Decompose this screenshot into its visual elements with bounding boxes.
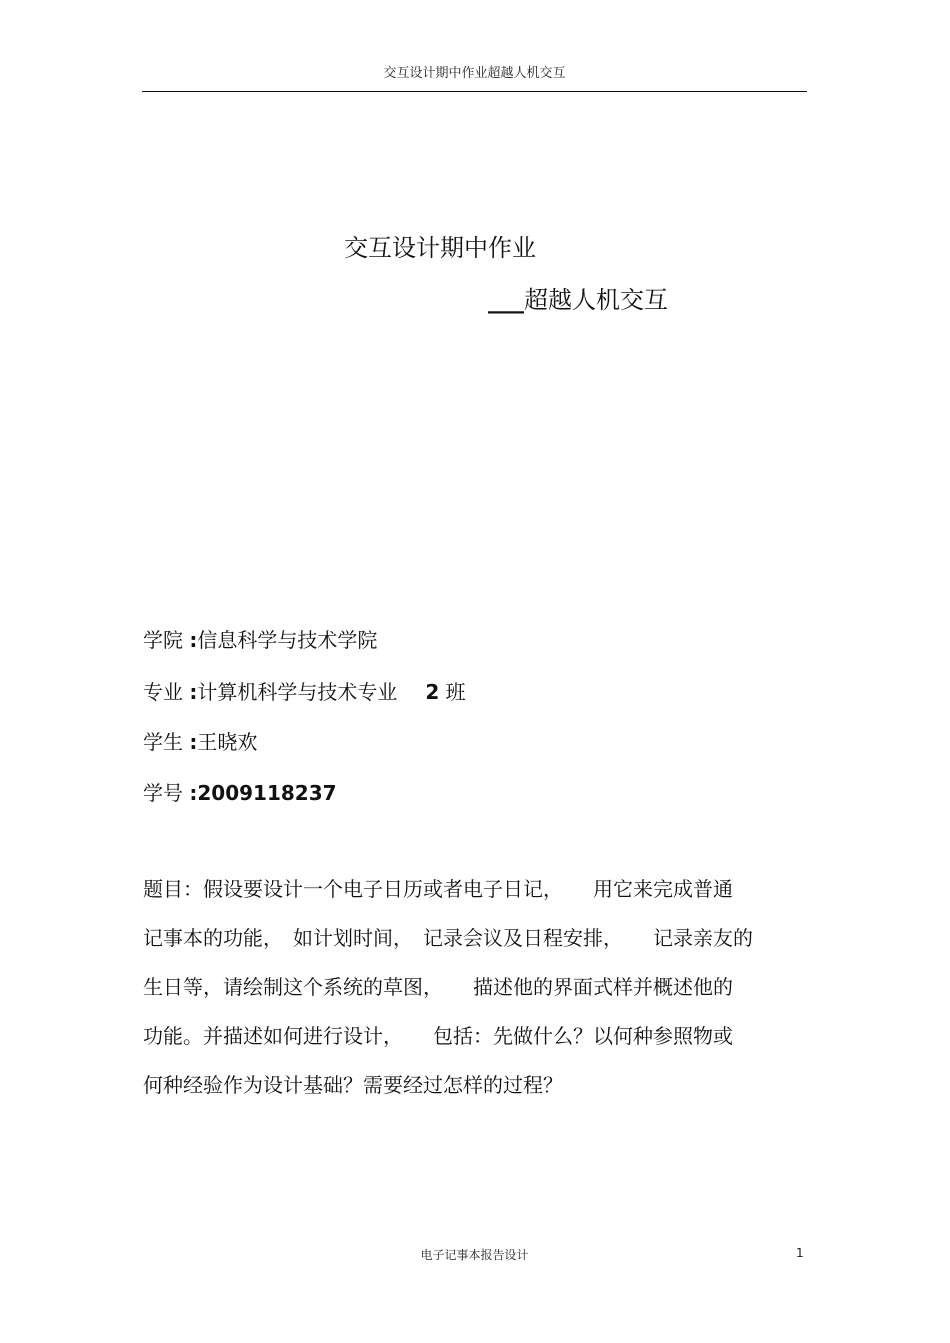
student-value: 王晓欢 [197, 730, 258, 754]
student-row [143, 726, 257, 755]
topic-line: 何种经验作为设计基础？需要经过怎样的过程？ [143, 1073, 563, 1097]
subtitle-underline-prefix: ___ [488, 286, 524, 314]
major-value: 计算机科学与技术专业 [197, 680, 398, 704]
header-divider [142, 91, 807, 92]
document-title: 交互设计期中作业 [344, 234, 536, 262]
subtitle-text: 超越人机交互 [524, 286, 668, 314]
college-value: 信息科学与技术学院 [197, 628, 378, 652]
student-id-colon: : [189, 781, 198, 805]
document-subtitle [488, 280, 668, 315]
major-row [143, 676, 466, 705]
running-header: 交互设计期中作业超越人机交互 [383, 66, 566, 81]
topic-line: 记事本的功能， 如计划时间， 记录会议及日程安排， 记录亲友的 [143, 926, 753, 950]
topic-line: 生日等，请绘制这个系统的草图， 描述他的界面式样并概述他的 [143, 975, 733, 999]
student-id-row [143, 777, 337, 806]
topic-line: 题目：假设要设计一个电子日历或者电子日记， 用它来完成普通 [143, 877, 733, 901]
class-suffix: 班 [445, 680, 466, 704]
college-row [143, 624, 377, 653]
class-number: 2 [425, 680, 440, 704]
college-label: 学院 [143, 628, 183, 652]
student-id-value: 2009118237 [197, 781, 337, 805]
page-number: 1 [796, 1246, 804, 1260]
major-label: 专业 [143, 680, 183, 704]
college-colon: : [189, 628, 198, 652]
assignment-topic [143, 872, 813, 1117]
student-id-label: 学号 [143, 781, 183, 805]
major-colon: : [189, 680, 198, 704]
footer-text: 电子记事本报告设计 [420, 1248, 529, 1262]
student-label: 学生 [143, 730, 183, 754]
student-colon: : [189, 730, 198, 754]
topic-line: 功能。并描述如何进行设计， 包括：先做什么？以何种参照物或 [143, 1024, 733, 1048]
